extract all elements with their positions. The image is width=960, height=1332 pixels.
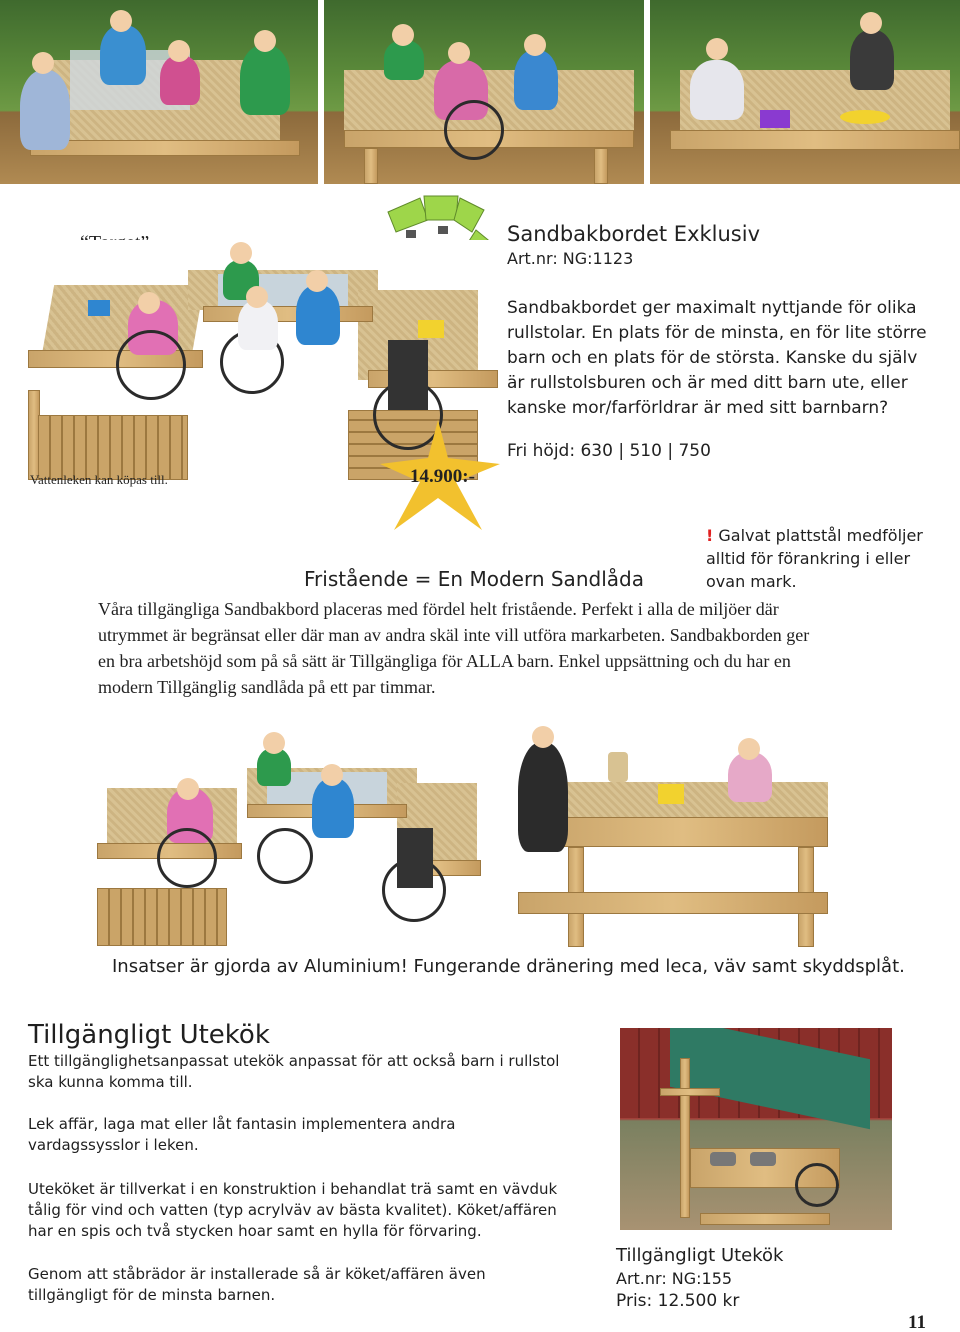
- exklusiv-height: Fri höjd: 630 | 510 | 750: [507, 441, 711, 461]
- anchoring-note: [706, 524, 930, 593]
- exklusiv-title: Sandbakbordet Exklusiv: [507, 222, 761, 246]
- utekok-caption-price: Pris: 12.500 kr: [616, 1291, 740, 1311]
- note-text: Galvat plattstål medföljer alltid för förankring i eller ovan mark.: [706, 526, 923, 591]
- note-mark: !: [706, 526, 714, 545]
- fristaende-body: Våra tillgängliga Sandbakbord placeras med fördel helt fristående. Perfekt i alla de miljöer där utrymmet är begränsat eller där man av andra skäl inte vill utföra markarbeten. Sandbakborden ger en bra arbetshöjd som på så sätt är Tillgängliga för ALLA barn. Enkel uppsättning och du har en modern Tillgänglig sandlåda på ett par timmar.: [98, 599, 810, 697]
- header-photo-2: [324, 0, 644, 184]
- utekok-paragraph-2: Lek affär, laga mat eller låt fantasin implementera andra vardagssysslor i leken.: [28, 1115, 456, 1154]
- fristaende-heading: Fristående = En Modern Sandlåda: [304, 567, 644, 591]
- page-number: 11: [908, 1312, 926, 1332]
- utekok-paragraph-4: Genom att ståbrädor är installerade så är köket/affären även tillgängligt för de minsta barnen.: [28, 1265, 486, 1304]
- utekok-caption-title: Tillgängligt Utekök: [616, 1245, 784, 1266]
- header-photo-3: [650, 0, 960, 184]
- header-photo-1: [0, 0, 318, 184]
- utekok-caption-artnr: Art.nr: NG:155: [616, 1269, 733, 1288]
- insatser-caption: Insatser är gjorda av Aluminium! Fungerande dränering med leca, väv samt skyddsplåt.: [112, 956, 905, 977]
- middle-photo-2: [498, 722, 828, 948]
- torget-price: 14.900:-: [410, 466, 475, 487]
- exklusiv-description: Sandbakbordet ger maximalt nyttjande för olika rullstolar. En plats för de minsta, en för lite större barn och en plats för de största. Kanske du själv är rullstolsburen och är med ditt barn ute, eller kanske mor/farförldrar är med sitt barnbarn?: [507, 298, 927, 418]
- utekok-paragraph-1: Ett tillgänglighetsanpassat utekök anpassat för att också barn i rullstol ska kunna komma till.: [28, 1052, 560, 1091]
- torget-caption: Vattenleken kan köpas till.: [30, 472, 168, 487]
- utekok-photo: [620, 1028, 892, 1230]
- utekok-title: Tillgängligt Utekök: [28, 1020, 270, 1050]
- exklusiv-artnr: Art.nr: NG:1123: [507, 249, 634, 268]
- middle-photo-1: [97, 728, 481, 946]
- utekok-paragraph-3: Uteköket är tillverkat i en konstruktion i behandlat trä samt en vävduk tålig för vind och vatten (typ acrylväv av bästa kvalitet). Köket/affären har en spis och två stycken hoar samt en hylla för förvaring.: [28, 1180, 558, 1240]
